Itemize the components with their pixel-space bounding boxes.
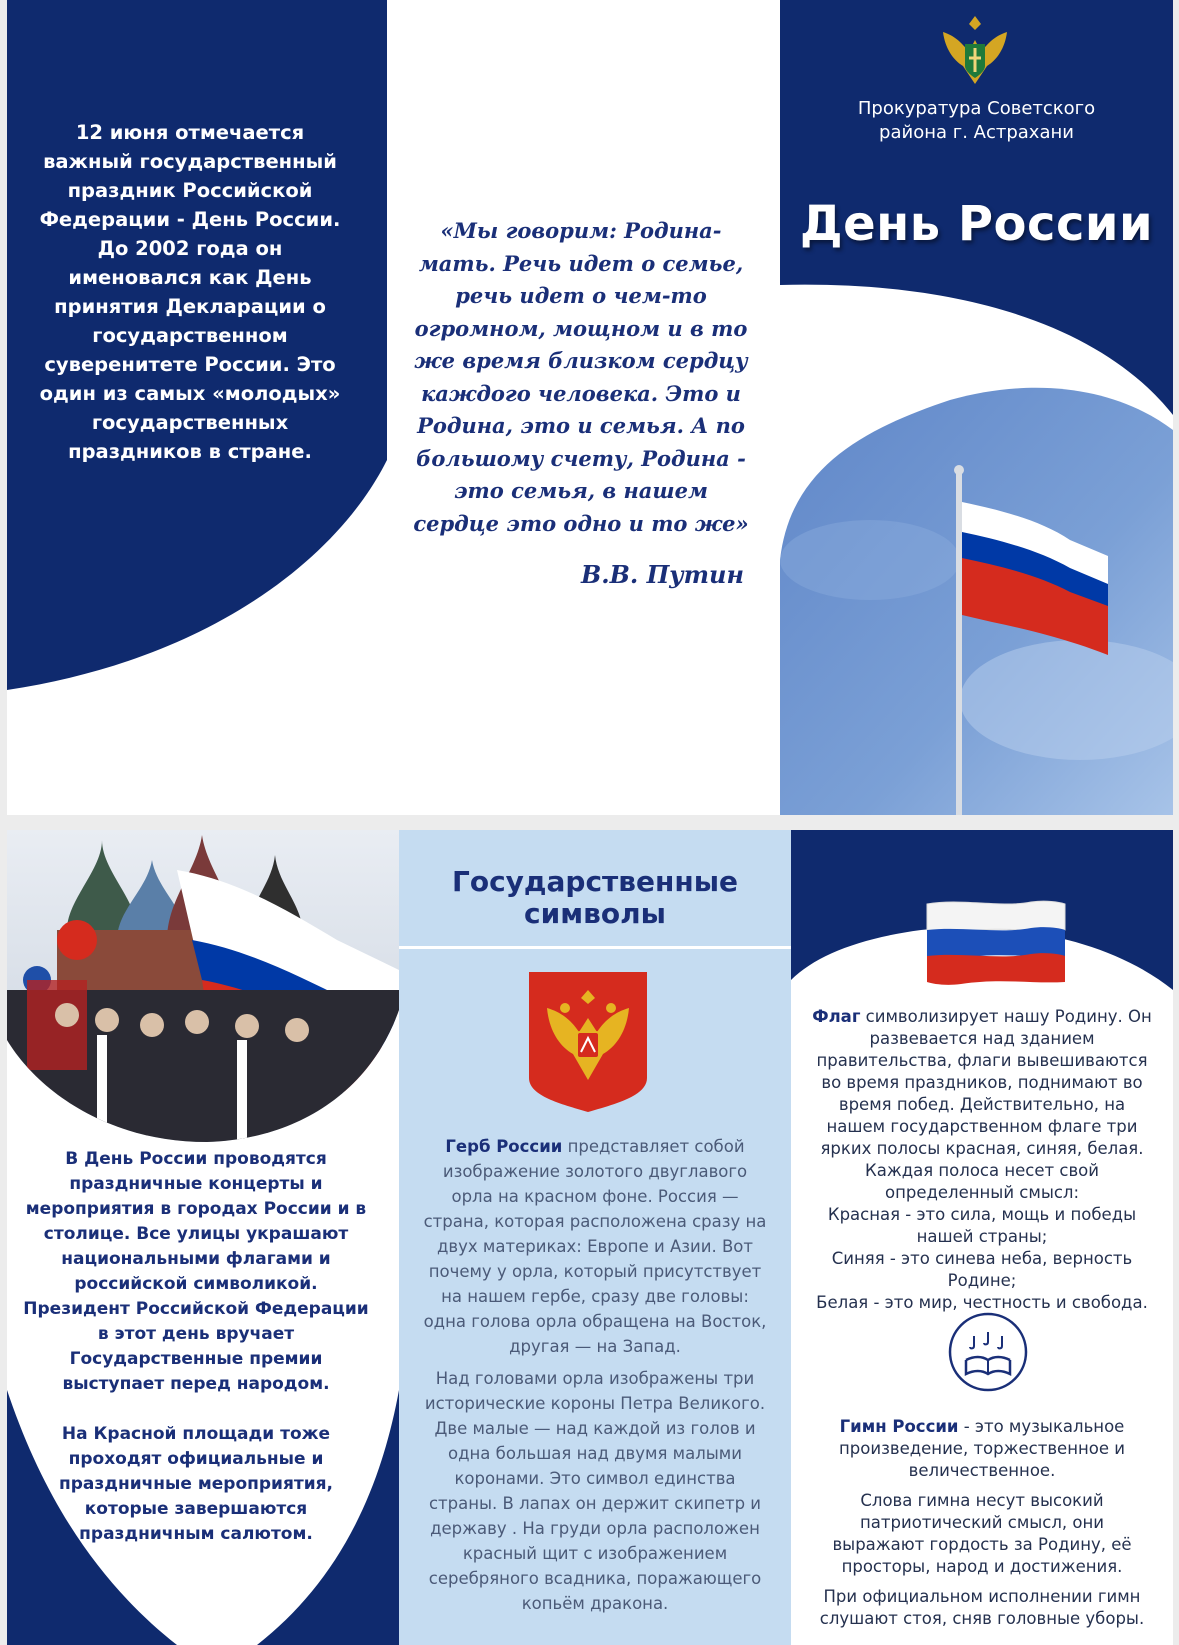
quote-text: «Мы говорим: Родина- мать. Речь идет о семье, речь идет о чем-то огромном, мощном и в то же время близком сердцу каждого человека. Это и Родина, это и семья. А по большому счету, Родина - это семья, в нашем сердце это одно и то же» (413, 218, 749, 536)
cover-panel (780, 0, 1173, 815)
coat-of-arms-icon (525, 968, 651, 1114)
celebration-panel (7, 830, 399, 1645)
organization-name: Прокуратура Советского района г. Астрахани (857, 98, 1096, 143)
celebration-text: В День России проводятся праздничные концерты и мероприятия в городах России и в столице. Все улицы украшают национальными флагами и российской символикой. Президент Российской Федерации в этот день вручает Государственные премии выступает перед народом. На Красной площади тоже проходят официальные и праздничные мероприятия, которые завершаются праздничным салютом. (23, 1149, 369, 1544)
intro-text: 12 июня отмечается важный государственный праздник Российской Федерации - День России. До 2002 года он именовался как День принятия Декларации о государственном суверенитете России. Это один из самых «молодых» государственных праздников в стране. (39, 121, 341, 463)
emblem-label: Герб России (445, 1137, 563, 1156)
anthem-label: Гимн России (839, 1417, 959, 1436)
red-square-photo (7, 830, 399, 1150)
flag-label: Флаг (812, 1007, 861, 1026)
symbols-divider (399, 946, 791, 949)
quote-author: В.В. Путин (580, 560, 744, 589)
cover-title: День России (799, 196, 1154, 252)
music-book-icon (946, 1310, 1030, 1394)
symbols-panel (399, 830, 791, 1645)
quote-panel (387, 0, 780, 815)
anthem-text: Гимн России - это музыкальное произведение, торжественное и величественное. Слова гимна несут высокий патриотический смысл, они выражают гордость за Родину, её просторы, народ и достижения. При официальном исполнении гимн слушают стоя, сняв головные уборы. (819, 1417, 1145, 1628)
symbols-title: Государственные символы (451, 865, 738, 930)
prosecutor-emblem-icon (935, 10, 1015, 90)
emblem-text: Герб России представляет собой изображение золотого двуглавого орла на красном фоне. Россия — страна, которая расположена сразу на двух материках: Европе и Азии. Вот почему у орла, который присутствует на нашем гербе, сразу две головы: одна голова орла обращена на Восток, другая — на Запад. Над головами орла изображены три исторические короны Петра Великого. Две малые — над каждой из голов и одна большая над двумя малыми коронами. Это символ единства страны. В лапах он держит скипетр и державу . На груди орла расположен красный щит с изображением серебряного всадника, поражающего копьём дракона. (423, 1137, 767, 1613)
flag-anthem-panel (791, 830, 1173, 1645)
russian-flag-image (921, 896, 1071, 996)
flag-text: Флаг символизирует нашу Родину. Он развевается над зданием правительства, флаги вывешиваются во время праздников, поднимают во время побед. Действительно, на нашем государственном флаге три ярких полосы красная, синяя, белая. Каждая полоса несет свой определенный смысл: Красная - это сила, мощь и победы нашей страны; Синяя - это синева неба, верность Родине; Белая - это мир, честность и свобода. (812, 1007, 1152, 1312)
sky-photo (780, 380, 1173, 815)
